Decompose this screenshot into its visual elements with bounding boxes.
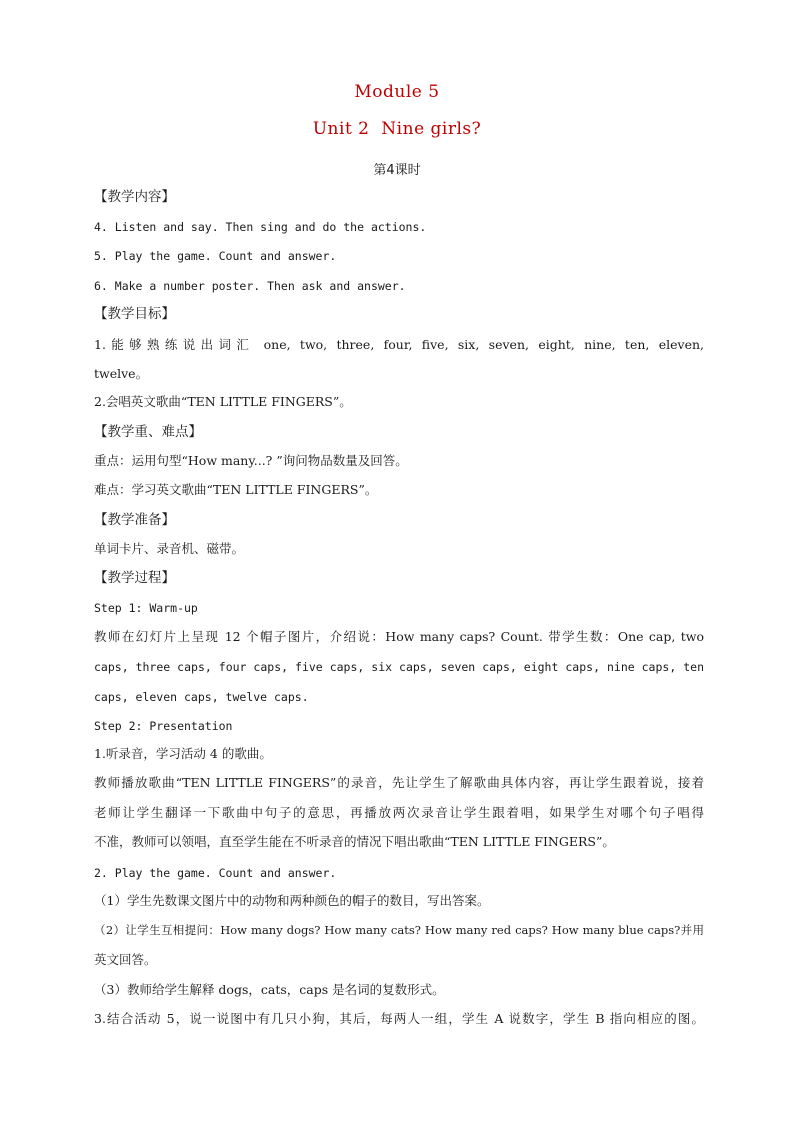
difficult-point: 难点：学习英文歌曲“TEN LITTLE FINGERS”。 (94, 482, 378, 497)
step-1-line-3: caps, eleven caps, twelve caps. (94, 690, 309, 704)
key-point: 重点：运用句型“How many...? ”询问物品数量及回答。 (94, 453, 408, 468)
presentation-item-3: 3.结合活动 5，说一说图中有几只小狗，其后，每两人一组，学生 A 说数字，学生 B 指向相应的图。 (94, 1011, 704, 1026)
step-1-line-1: 教师在幻灯片上呈现 12 个帽子图片，介绍说：How many caps? Count. 带学生数：One cap, two (94, 629, 704, 644)
goal-1-line-2: twelve。 (94, 366, 149, 381)
prep-materials: 单词卡片、录音机、磁带。 (94, 541, 245, 556)
section-heading-focus: 【教学重、难点】 (94, 424, 202, 440)
content-item-6: 6. Make a number poster. Then ask and answer. (94, 279, 406, 293)
goal-1-line-1: 1.能够熟练说出词汇 one, two, three, four, five, six, seven, eight, nine, ten, eleven, (94, 337, 704, 352)
step-1-line-2: caps, three caps, four caps, five caps, six caps, seven caps, eight caps, nine caps, ten (94, 660, 704, 674)
presentation-item-2c: （3）教师给学生解释 dogs，cats，caps 是名词的复数形式。 (94, 982, 445, 997)
section-heading-prep: 【教学准备】 (94, 512, 175, 528)
content-item-5: 5. Play the game. Count and answer. (94, 249, 337, 263)
presentation-item-2a: （1）学生先数课文图片中的动物和两种颜色的帽子的数目，写出答案。 (94, 893, 490, 908)
step-2-title: Step 2: Presentation (94, 719, 233, 733)
presentation-item-1: 1.听录音，学习活动 4 的歌曲。 (94, 746, 272, 761)
content-item-4: 4. Listen and say. Then sing and do the actions. (94, 220, 427, 234)
section-heading-goals: 【教学目标】 (94, 306, 175, 322)
step-1-title: Step 1: Warm-up (94, 601, 198, 615)
presentation-item-1-line-2: 老师让学生翻译一下歌曲中句子的意思，再播放两次录音让学生跟着唱，如果学生对哪个句子唱得 (94, 805, 704, 820)
lesson-label: 第4课时 (373, 163, 421, 178)
presentation-item-2b-line-2: 英文回答。 (94, 952, 157, 967)
presentation-item-1-line-3: 不准，教师可以领唱，直至学生能在不听录音的情况下唱出歌曲“TEN LITTLE FINGERS”。 (94, 834, 615, 849)
unit-title: Unit 2 Nine girls? (312, 119, 482, 139)
section-heading-content: 【教学内容】 (94, 189, 175, 205)
module-title: Module 5 (354, 82, 440, 102)
goal-2: 2.会唱英文歌曲“TEN LITTLE FINGERS”。 (94, 394, 352, 409)
section-heading-process: 【教学过程】 (94, 570, 175, 586)
presentation-item-2b-line-1: （2）让学生互相提问：How many dogs? How many cats? How many red caps? How many blue caps?并用 (94, 923, 704, 937)
presentation-item-2: 2. Play the game. Count and answer. (94, 866, 337, 880)
presentation-item-1-line-1: 教师播放歌曲“TEN LITTLE FINGERS”的录音，先让学生了解歌曲具体内容，再让学生跟着说，接着 (94, 775, 704, 790)
